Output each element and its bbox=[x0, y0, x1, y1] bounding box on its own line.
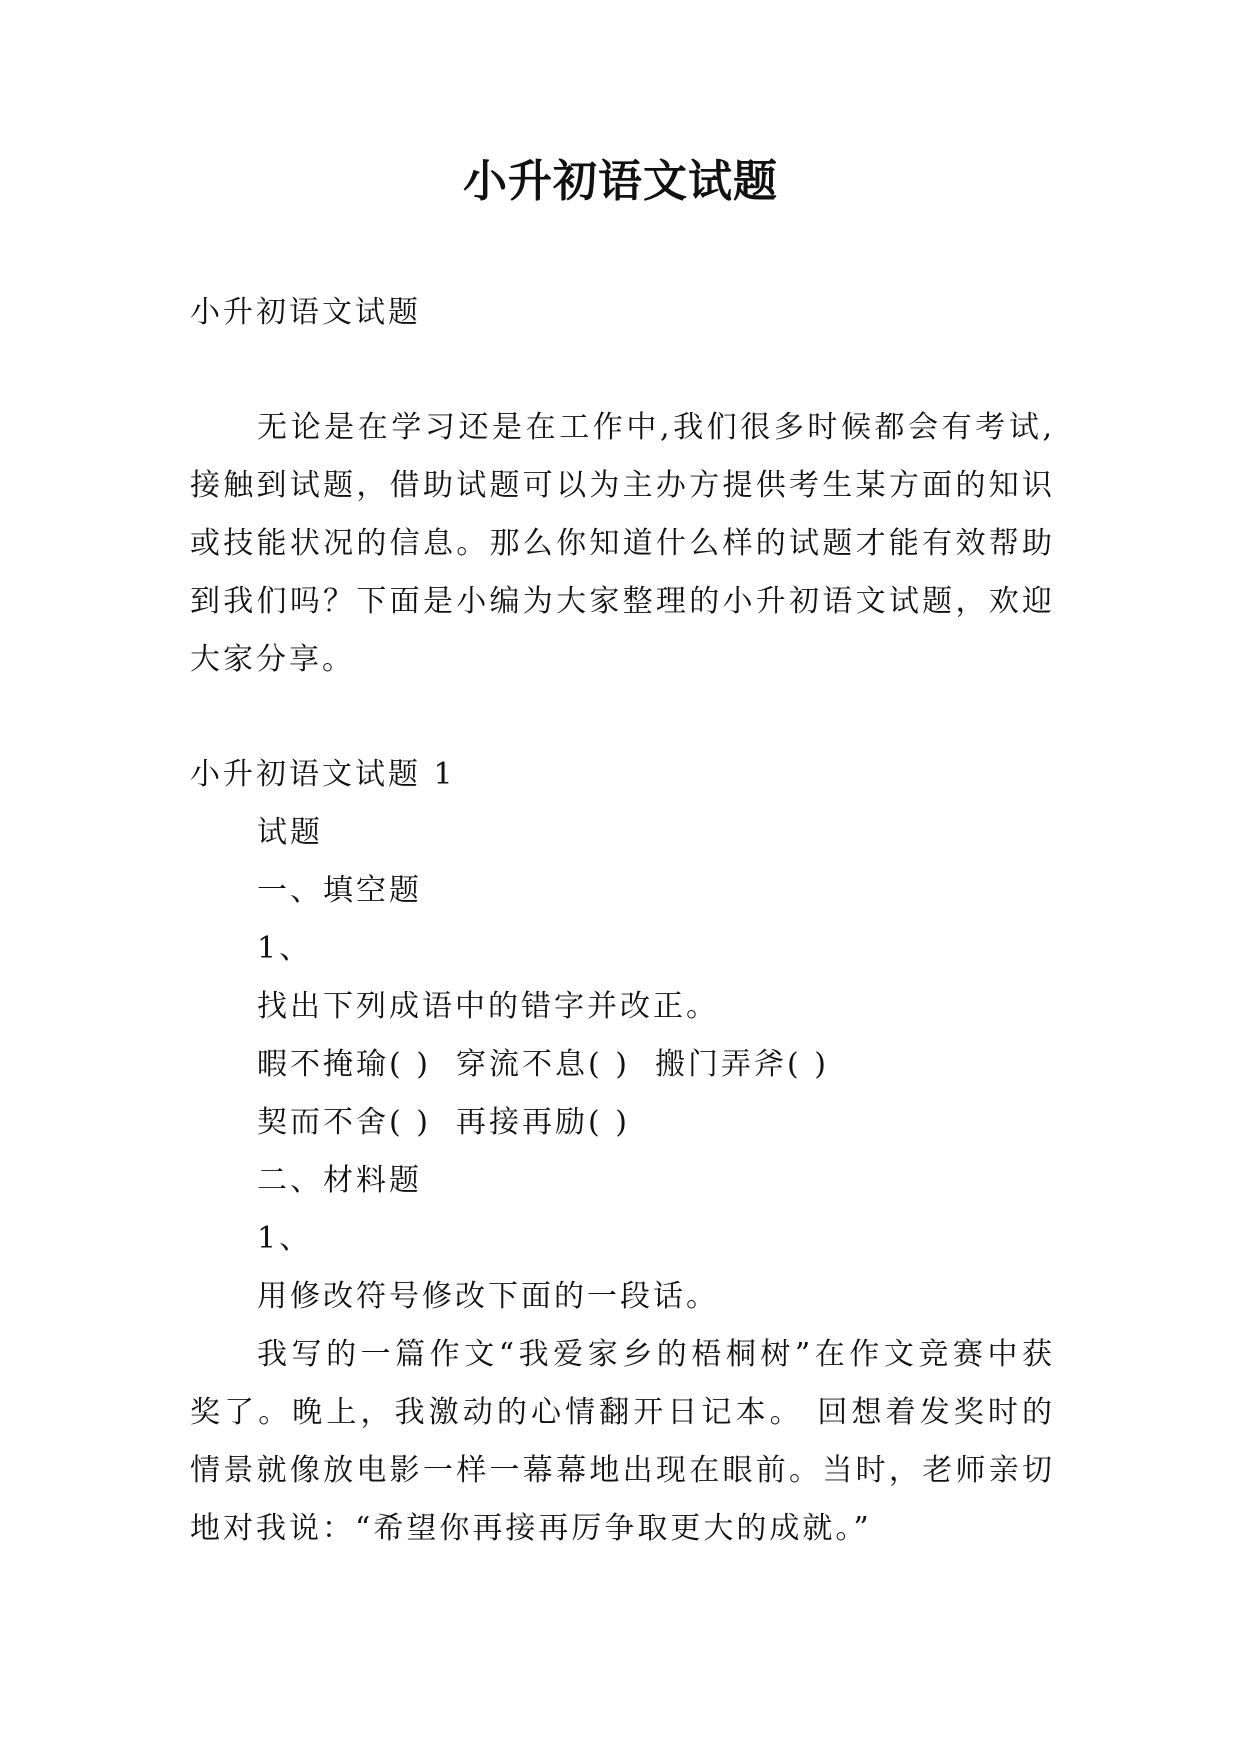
passage-line: 奖了。晚上，我激动的心情翻开日记本。 回想着发奖时的 bbox=[190, 1395, 1052, 1430]
body-line: 用修改符号修改下面的一段话。 bbox=[257, 1279, 719, 1314]
passage-line: 地对我说：“希望你再接再厉争取更大的成就。” bbox=[190, 1511, 872, 1546]
intro-line: 或技能状况的信息。那么你知道什么样的试题才能有效帮助 bbox=[190, 526, 1052, 561]
body-line: 试题 bbox=[257, 815, 323, 850]
passage-line: 我写的一篇作文“我爱家乡的梧桐树”在作文竞赛中获 bbox=[257, 1337, 1052, 1372]
body-line: 暇不掩瑜( ) 穿流不息( ) 搬门弄斧( ) bbox=[257, 1047, 829, 1082]
section-heading: 小升初语文试题 1 bbox=[190, 757, 456, 792]
passage-line: 情景就像放电影一样一幕幕地出现在眼前。当时，老师亲切 bbox=[190, 1453, 1052, 1488]
body-line: 1、 bbox=[257, 931, 313, 966]
body-line: 找出下列成语中的错字并改正。 bbox=[257, 989, 719, 1024]
body-line: 一、填空题 bbox=[257, 873, 422, 908]
body-line: 1、 bbox=[257, 1221, 313, 1256]
intro-line: 无论是在学习还是在工作中,我们很多时候都会有考试, bbox=[257, 410, 1052, 445]
body-line: 二、材料题 bbox=[257, 1163, 422, 1198]
intro-line: 到我们吗？下面是小编为大家整理的小升初语文试题，欢迎 bbox=[190, 584, 1052, 619]
body-line: 契而不舍( ) 再接再励( ) bbox=[257, 1105, 630, 1140]
intro-line: 大家分享。 bbox=[190, 642, 355, 677]
page-title: 小升初语文试题 bbox=[463, 156, 778, 207]
intro-line: 接触到试题，借助试题可以为主办方提供考生某方面的知识 bbox=[190, 468, 1052, 503]
document-subtitle: 小升初语文试题 bbox=[190, 295, 421, 330]
